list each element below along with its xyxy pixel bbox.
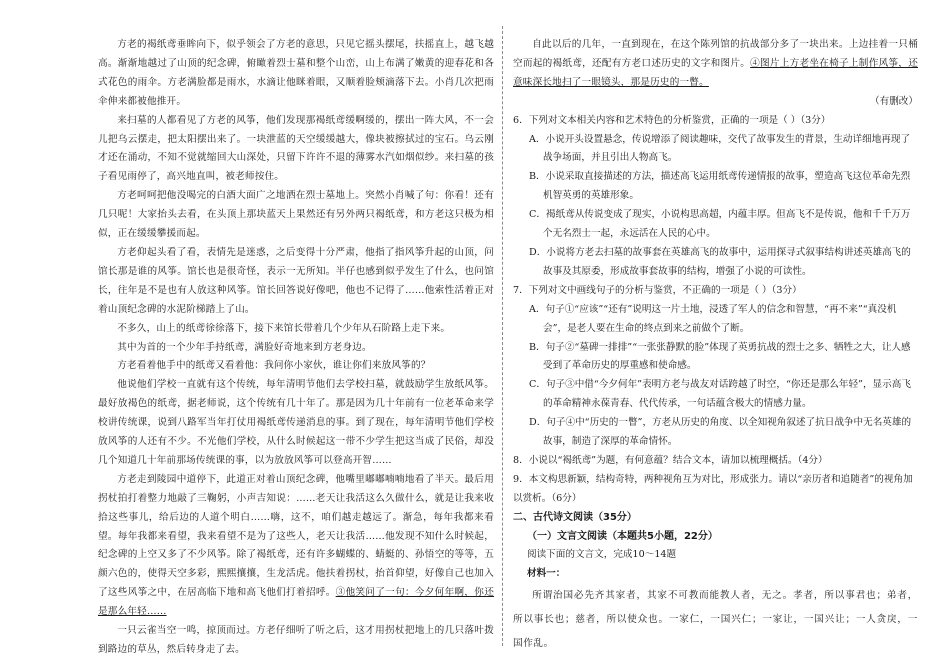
- question-7-stem: 7．下列对文中画线句子的分析与鉴赏，不正确的一项是（ ）（3分）: [513, 284, 802, 296]
- underline-marker-3: ③: [335, 587, 346, 599]
- source-credit: （有删改）: [870, 95, 918, 107]
- question-7-option-a: A．句子①“应该”“还有”说明这一片土地，浸透了军人的信念和智慧，“再不来”“真没机会”，是老人要在生命的终点到来之前做个了断。: [529, 303, 897, 334]
- section-heading: 二、古代诗文阅读（35分）: [513, 511, 637, 523]
- underline-marker-4: ④: [750, 57, 761, 69]
- right-column: [513, 36, 918, 656]
- reading-instruction: 阅读下面的文言文，完成10～14题: [527, 549, 677, 561]
- left-paragraph: 方老的褐纸鸢垂眸向下，似乎领会了方老的意思，只见它摇头摆尾，扶摇直上，越飞越高。渐渐地越过了山顶的纪念碑，俯瞰着烈士墓和整个山峦，山上布满了嫩黄的迎春花和各式花色的雨伞。方老满脸都是雨水，水滴让他眯着眼，又顺着脸颊滴落下去。小肖几次把雨伞伸来都被他推开。: [98, 39, 494, 107]
- question-6-stem: 6．下列对文本相关内容和艺术特色的分析鉴赏，正确的一项是（ ）（3分）: [513, 114, 831, 126]
- question-6-option-b: B．小说采取直接描述的方法，描述高飞运用纸鸢传递情报的故事，塑造高飞这位革命先烈机智英勇的英雄形象。: [529, 171, 911, 202]
- question-9: 9．本文构思新颖，结构奇特，两种视角互为对比，形成张力。请以“亲历者和追随者”的视角加以赏析。（6分）: [513, 473, 913, 504]
- column-divider: [502, 26, 503, 646]
- subsection-heading: （一）文言文阅读（本题共5小题，22分）: [527, 530, 718, 542]
- left-paragraph-text: 方老走到陵园中道停下，此道正对着山顶纪念碑，他嘴里嘟嘟喃喃地看了半天。最后用拐杖拍打着整力地敲了三鞠躬，小声吉知说：……老天让我活这么久做什么，就是让我来收拾这些事儿，给后边的人道个明白……嗨，这不，咱们越走越远了。渐急，每年我都来看望。每年我都来看望，我来看望不是为了这些人，老天让我活……他发现不知什么时候起，纪念碑的上空又多了不少风筝。除了褐纸鸢，还有许多蝴蝶的、蜻蜓的、孙悟空的等等，五颜六色的，使得天空多彩，熙熙攘攘，生龙活虎。他扶着拐杖，抬首仰望，好像自己也加入了这些风筝之中，在居高临下地和高飞他们打着招呼。: [98, 473, 494, 599]
- left-paragraph-with-underline: [98, 471, 494, 622]
- question-7-option-c: C．句子③中借“今夕何年”表明方老与战友对话跨越了时空，“你还是那么年轻”，显示高飞的革命精神永葆青春、代代传承，一句话蕴含极大的情感力量。: [529, 379, 911, 410]
- left-paragraph: 来扫墓的人都看见了方老的风筝，他们发现那褐纸鸢缓啊缓的，摆出一阵大风，不一会儿把乌云摆走，把太阳摆出来了。一块泄蓝的天空缓缓越大，像块被擦拭过的宝石。乌云刚才还在涌动，不知不觉就缩回大山深处，只留下许许不退的薄雾水汽如烟似纱。来扫墓的孩子看见雨停了，高兴地直叫，被老师按住。: [98, 114, 494, 183]
- material-text: 所谓治国必先齐其家者，其家不可教而能教人者，无之。孝者，所以事君也；弟者，所以事长也；慈者，所以使众也。一家仁，一国兴仁；一家让，一国兴让；一人贪戾，一国作乱。: [513, 590, 918, 650]
- underlined-sentence-3: 他笑问了一句：今夕何年啊，你还是那么年轻……: [98, 587, 494, 618]
- question-6-option-c: C．褐纸鸢从传说变成了现实，小说构思高超，内蕴丰厚。但高飞不是传说，他和千千万万个无名烈士一起，永远活在人民的心中。: [529, 209, 911, 240]
- question-7-option-b: B．句子②“墓碑一排排”“一张张静默的脸”体现了英勇抗战的烈士之多、牺牲之大，让人感受到了革命历史的厚重感和使命感。: [529, 341, 911, 372]
- question-6-option-d: D．小说将方老去扫墓的故事套在英雄高飞的故事中，运用探寻式叙事结构讲述英雄高飞的故事及其原委，形成故事套故事的结构，增强了小说的可读性。: [529, 246, 911, 277]
- left-paragraph: 不多久，山上的纸鸢徐徐落下，接下来馆长带着几个少年从石阶路上走下来。: [117, 322, 451, 334]
- left-paragraph: 方老看着他手中的纸鸢又看着他：我问你小家伙，谁让你们来放风筝的？: [117, 360, 431, 372]
- right-paragraph-text: 自此以后的几年，一直到现在，在这个陈列馆的抗战部分多了一块出来。上边挂着一只桶空而起的褐纸鸢，还配有方老口述历史的文字和图片。: [513, 39, 918, 69]
- underlined-sentence-4: 图片上方老坐在椅子上制作风筝，还意味深长地扫了一眼镜头，那是历史的一瞥。: [513, 57, 919, 88]
- question-8: 8．小说以“褐纸鸢”为题，有何意蕴？结合文本，请加以梳理概括。（4分）: [513, 454, 828, 466]
- left-paragraph: 其中为首的一个少年手持纸鸢，满脸好奇地来到方老身边。: [117, 341, 372, 353]
- material-label: 材料一：: [527, 568, 566, 580]
- question-7-option-d: D．句子④中“历史的一瞥”，方老从历史的角度、以全知视角叙述了抗日战争中无名英雄的故事，制造了深厚的革命情怀。: [529, 417, 912, 448]
- right-paragraph-with-underline: [513, 36, 918, 93]
- question-6-option-a: A．小说开头设置悬念，传说增添了阅读趣味，交代了故事发生的背景，生动详细地再现了战争场面，并且引出人物高飞。: [529, 133, 911, 164]
- left-paragraph: 一只云雀当空一鸣，掠顶而过。方老仔细听了听之后，这才用拐杖把地上的几只落叶拨到路边的草丛，然后转身走了去。: [98, 625, 494, 655]
- left-paragraph: 方老仰起头看了看，表情先是迷惑，之后变得十分严肃，他指了指风筝升起的山顶，问馆长那是谁的风筝。馆长也是很奇怪，表示一无所知。半仔也感到似乎发生了什么，也问馆长，往年是不是也有人放这种风筝。馆长回答说好像吧，他也不记得了……他索性活着正对着山顶纪念碑的水泥阶梯踏上了山。: [98, 246, 494, 315]
- left-column: [98, 36, 494, 660]
- left-paragraph: 他说他们学校一直就有这个传统，每年清明节他们去学校扫墓，就鼓励学生放纸风筝。最好放褐色的纸鸢，据老师说，这个传统有几十年了。那是因为几十年前有一位老革命来学校讲传统课，说到八路军当年打仗用褐纸鸢传递消息的事。到了现在，每年清明节他们学校放风筝的人还有不少。不光他们学校，从什么时候起这一带不少学生把这当成了民俗，却没几个知道几十年前那场传统课的事，以为放放风筝可以登高开智……: [98, 379, 494, 466]
- left-paragraph: 方老呵呵把他没喝完的白酒大面广之地洒在烈士墓地上。突然小肖喊了句：你看！还有几只呢！大家抬头去看，在头顶上那块蓝天上果然还有另外两只褐纸鸢，和方老这只极为相似，正在缓缓攀援而起。: [98, 190, 494, 240]
